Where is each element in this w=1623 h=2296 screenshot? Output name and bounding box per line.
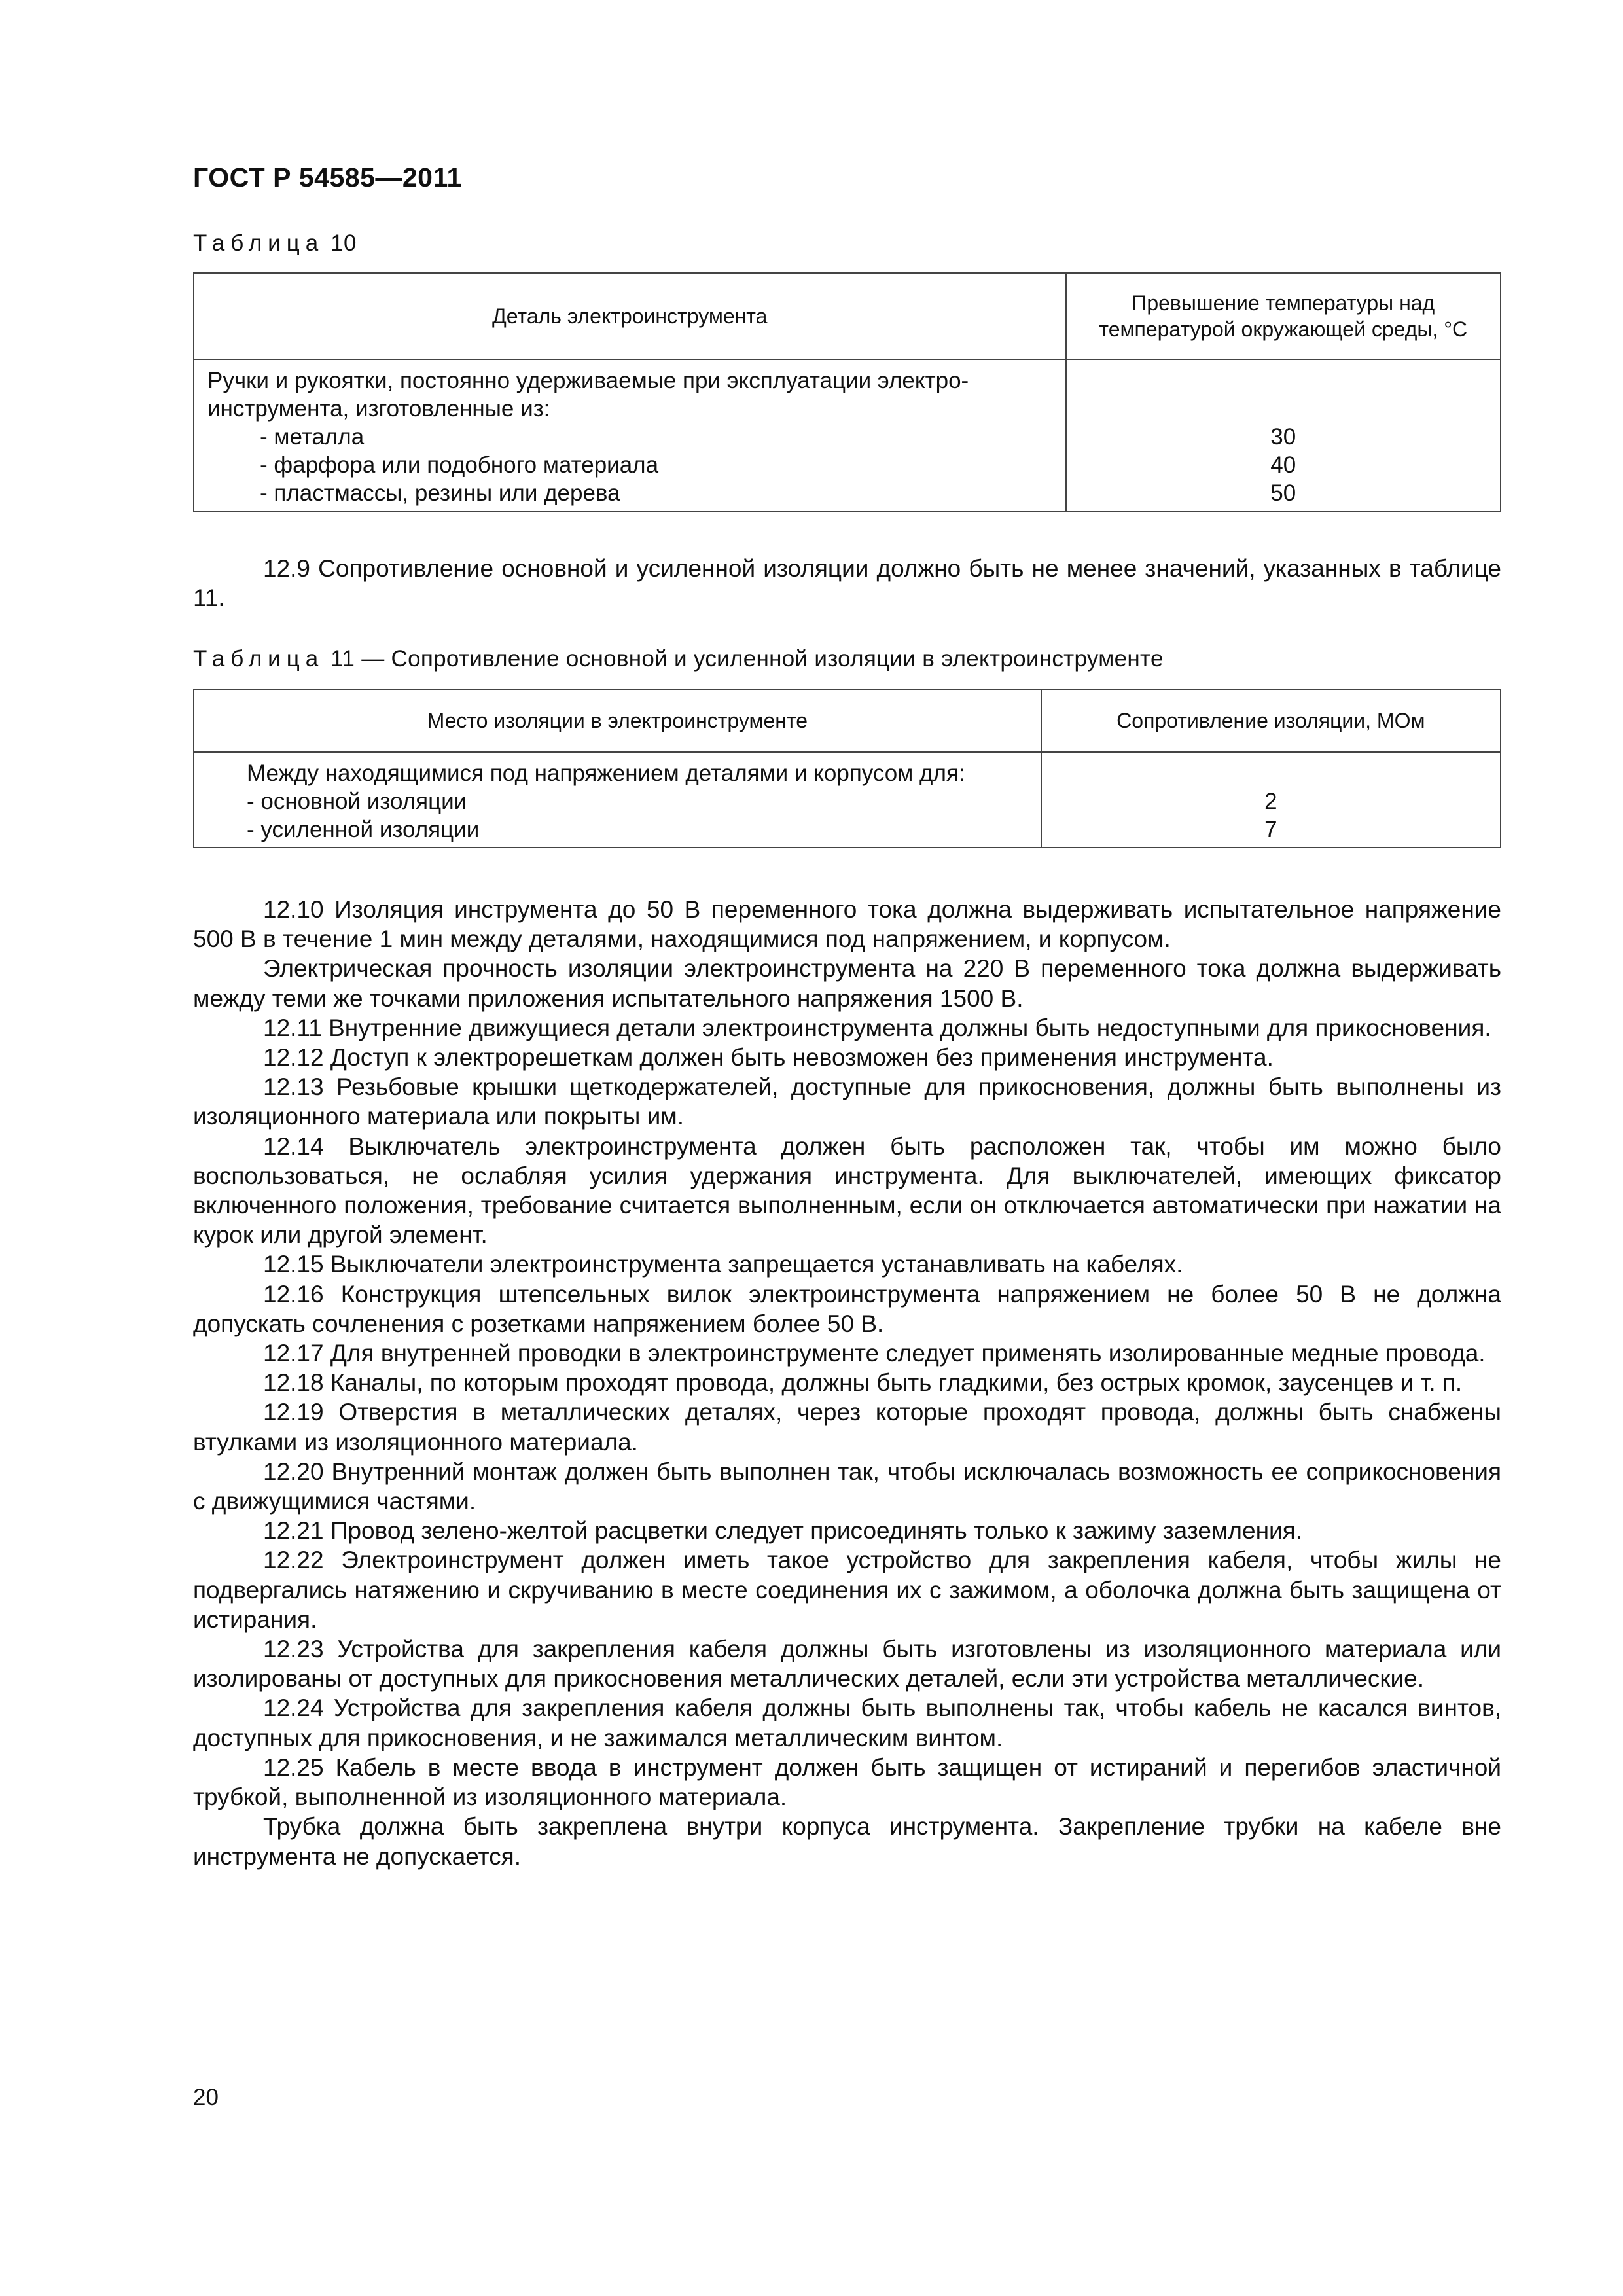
table-10-part-line: - металла — [260, 424, 365, 450]
table-10-value-cell — [1066, 359, 1501, 511]
paragraph-12-21: 12.21 Провод зелено-желтой расцветки следует присоединять только к зажиму заземления. — [263, 1517, 1302, 1545]
paragraph-12-24: 12.24 Устройства для закрепления кабеля должны быть выполнены так, чтобы кабель не касался винтов, доступных для прикосновения, и не зажимался металлическим винтом. — [193, 1695, 1501, 1751]
table-11-place-line: Между находящимися под напряжением деталями и корпусом для: — [247, 761, 965, 786]
table-10-value: 30 — [1270, 424, 1296, 450]
table-11-value: 7 — [1264, 817, 1277, 842]
table-10-part-line: - фарфора или подобного материала — [260, 452, 659, 478]
table-10-part-line: инструмента, изготовленные из: — [207, 396, 550, 422]
table-10-caption-number: 10 — [330, 230, 357, 256]
table-11-value — [1055, 759, 1487, 787]
table-10-value: 40 — [1270, 452, 1296, 478]
table-10-header-part: Деталь электроинструмента — [194, 273, 1066, 359]
table-11-header-resistance: Сопротивление изоляции, МОм — [1041, 689, 1501, 752]
table-11-place-line: - основной изоляции — [247, 789, 467, 814]
paragraph-12-17: 12.17 Для внутренней проводки в электроинструменте следует применять изолированные медные провода. — [263, 1340, 1486, 1367]
table-11-value: 2 — [1264, 789, 1277, 814]
paragraph-12-13: 12.13 Резьбовые крышки щеткодержателей, доступные для прикосновения, должны быть выполнены из изоляционного материала или покрыты им. — [193, 1073, 1501, 1130]
table-11-place-line: - усиленной изоляции — [247, 817, 480, 842]
table-10-part-line: Ручки и рукоятки, постоянно удерживаемые при эксплуатации электро- — [207, 368, 969, 393]
table-10-caption-word: Таблица — [193, 230, 325, 256]
table-11 — [193, 689, 1501, 848]
page-number: 20 — [193, 2085, 219, 2110]
table-10-header-temperature: Превышение температуры над температурой окружающей среды, °С — [1066, 273, 1501, 359]
table-10-caption — [193, 230, 357, 257]
paragraph-12-14: 12.14 Выключатель электроинструмента должен быть расположен так, чтобы им можно было воспользоваться, не ослабляя усилия удержания инструмента. Для выключателей, имеющих фиксатор включенного положения, требование считается выполненным, если он отключается автоматически при нажатии на курок или другой элемент. — [193, 1132, 1501, 1249]
paragraph-12-9: 12.9 Сопротивление основной и усиленной изоляции должно быть не менее значений, указанных в таблице 11. — [193, 555, 1501, 612]
body-text — [193, 895, 1501, 1871]
paragraph-12-25-cont: Трубка должна быть закреплена внутри корпуса инструмента. Закрепление трубки на кабеле вне инструмента не допускается. — [193, 1813, 1501, 1870]
table-11-caption-rest: 11 — Сопротивление основной и усиленной изоляции в электроинструменте — [330, 646, 1164, 672]
paragraph-12-18: 12.18 Каналы, по которым проходят провода, должны быть гладкими, без острых кромок, заусенцев и т. п. — [263, 1369, 1463, 1397]
paragraph-12-10: 12.10 Изоляция инструмента до 50 В переменного тока должна выдерживать испытательное напряжение 500 В в течение 1 мин между деталями, находящимися под напряжением, и корпусом. — [193, 896, 1501, 953]
table-11-place-cell — [194, 752, 1041, 848]
paragraph-12-16: 12.16 Конструкция штепсельных вилок электроинструмента напряжением не более 50 В не должна допускать сочленения с розетками напряжением более 50 В. — [193, 1280, 1501, 1337]
table-11-header-place: Место изоляции в электроинструменте — [194, 689, 1041, 752]
paragraph-12-20: 12.20 Внутренний монтаж должен быть выполнен так, чтобы исключалась возможность ее соприкосновения с движущимися частями. — [193, 1458, 1501, 1515]
document-header: ГОСТ Р 54585—2011 — [193, 162, 462, 192]
paragraph-12-22: 12.22 Электроинструмент должен иметь такое устройство для закрепления кабеля, чтобы жилы не подвергались натяжению и скручиванию в месте соединения их с зажимом, а оболочка должна быть защищена от истирания. — [193, 1547, 1501, 1633]
paragraph-12-11: 12.11 Внутренние движущиеся детали электроинструмента должны быть недоступными для прикосновения. — [263, 1014, 1491, 1041]
paragraph-12-23: 12.23 Устройства для закрепления кабеля должны быть изготовлены из изоляционного материала или изолированы от доступных для прикосновения металлических деталей, если эти устройства металлические. — [193, 1636, 1501, 1693]
table-10-part-line: - пластмассы, резины или дерева — [260, 480, 620, 506]
table-10-part-cell — [194, 359, 1066, 511]
table-10-value: 50 — [1270, 480, 1296, 506]
table-10-value — [1080, 367, 1487, 395]
paragraph-12-10-cont: Электрическая прочность изоляции электроинструмента на 220 В переменного тока должна выдерживать между теми же точками приложения испытательного напряжения 1500 В. — [193, 955, 1501, 1012]
table-11-value-cell — [1041, 752, 1501, 848]
table-11-caption — [193, 646, 1164, 672]
paragraph-12-25: 12.25 Кабель в месте ввода в инструмент должен быть защищен от истираний и перегибов эластичной трубкой, выполненной из изоляционного материала. — [193, 1753, 1501, 1811]
table-11-caption-word: Таблица — [193, 646, 325, 672]
paragraph-12-9-block — [193, 554, 1501, 613]
table-10-value — [1080, 395, 1487, 423]
paragraph-12-19: 12.19 Отверстия в металлических деталях, через которые проходят провода, должны быть снабжены втулками из изоляционного материала. — [193, 1399, 1501, 1456]
table-10 — [193, 272, 1501, 512]
paragraph-12-15: 12.15 Выключатели электроинструмента запрещается устанавливать на кабелях. — [263, 1251, 1183, 1278]
paragraph-12-12: 12.12 Доступ к электрорешеткам должен быть невозможен без применения инструмента. — [263, 1044, 1274, 1071]
